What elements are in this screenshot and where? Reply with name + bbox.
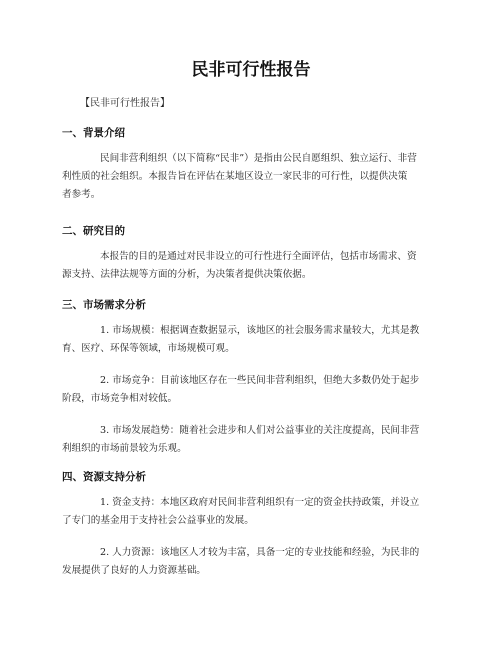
paragraph-line: 3. 市场发展趋势：随着社会进步和人们对公益事业的关注度提高，民间非营 — [100, 425, 420, 436]
paragraph-market-trend — [62, 422, 442, 458]
paragraph-human-resources — [62, 544, 442, 580]
paragraph-line: 利组织的市场前景较为乐观。 — [62, 443, 187, 454]
paragraph-line: 阶段，市场竞争相对较低。 — [62, 393, 178, 404]
paragraph-purpose — [62, 248, 442, 284]
paragraph-line: 源支持、法律法规等方面的分析，为决策者提供决策依据。 — [62, 269, 312, 280]
paragraph-line: 2. 市场竞争：目前该地区存在一些民间非营利组织，但绝大多数仍处于起步 — [100, 375, 420, 386]
section-heading-resource-support: 四、资源支持分析 — [62, 471, 146, 483]
paragraph-line: 发展提供了良好的人力资源基础。 — [62, 565, 206, 576]
document-subtitle: 【民非可行性报告】 — [80, 98, 170, 109]
paragraph-line: 本报告的目的是通过对民非设立的可行性进行全面评估，包括市场需求、资 — [100, 251, 417, 262]
paragraph-background — [62, 150, 442, 204]
paragraph-funding — [62, 494, 442, 530]
section-heading-background: 一、背景介绍 — [62, 127, 125, 139]
paragraph-line: 民间非营利组织（以下简称“民非”）是指由公民自愿组织、独立运行、非营 — [100, 153, 417, 164]
section-heading-market-demand: 三、市场需求分析 — [62, 299, 146, 311]
document-title: 民非可行性报告 — [191, 60, 311, 80]
paragraph-line: 了专门的基金用于支持社会公益事业的发展。 — [62, 515, 254, 526]
paragraph-line: 2. 人力资源：该地区人才较为丰富，具备一定的专业技能和经验，为民非的 — [100, 547, 420, 558]
paragraph-market-size — [62, 322, 442, 358]
paragraph-market-competition — [62, 372, 442, 408]
paragraph-line: 利性质的社会组织。本报告旨在评估在某地区设立一家民非的可行性，以提供决策 — [62, 171, 408, 182]
paragraph-line: 育、医疗、环保等领域，市场规模可观。 — [62, 343, 235, 354]
section-heading-purpose: 二、研究目的 — [62, 225, 125, 237]
paragraph-line: 1. 市场规模：根据调查数据显示，该地区的社会服务需求量较大，尤其是教 — [100, 325, 420, 336]
paragraph-line: 者参考。 — [62, 189, 101, 200]
paragraph-line: 1. 资金支持：本地区政府对民间非营利组织有一定的资金扶持政策，并设立 — [100, 497, 420, 508]
